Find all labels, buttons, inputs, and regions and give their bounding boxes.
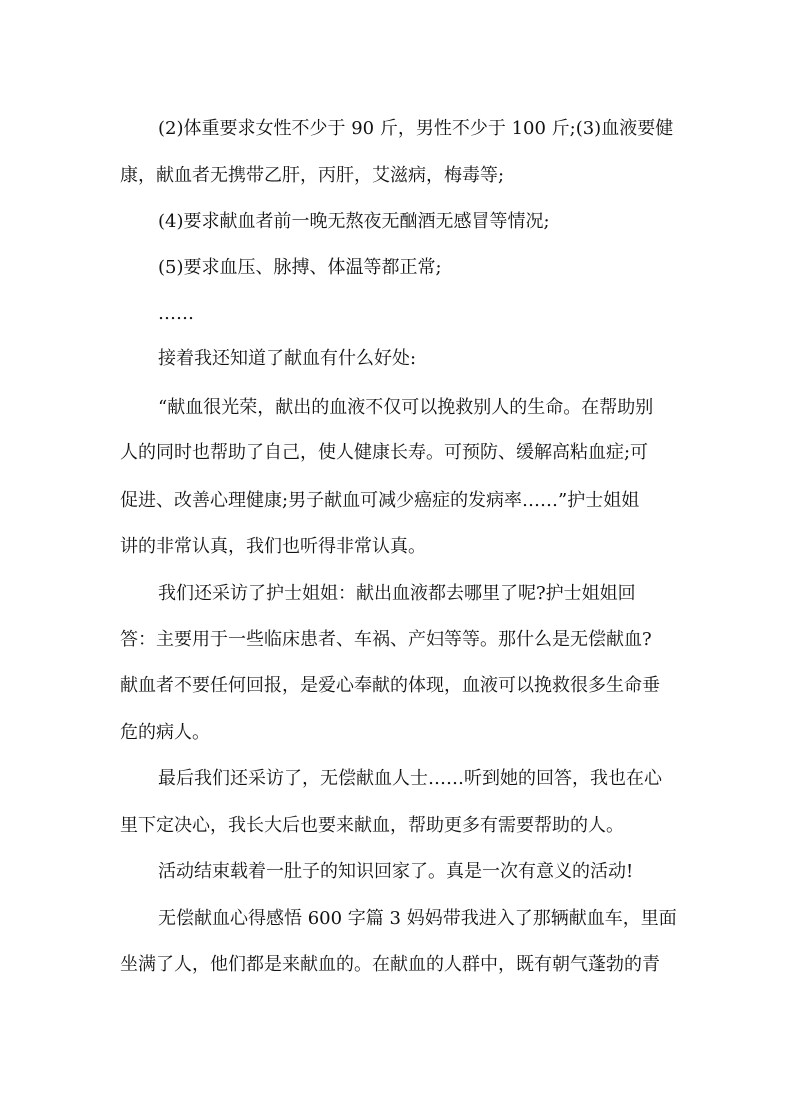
ellipsis-line: ……: [158, 303, 194, 324]
text-line: 康，献血者无携带乙肝，丙肝，艾滋病，梅毒等;: [120, 165, 505, 186]
text-line: 人的同时也帮助了自己，使人健康长寿。可预防、缓解高粘血症;可: [120, 442, 649, 463]
text-line: (5)要求血压、脉搏、体温等都正常;: [158, 257, 442, 278]
text-line: (2)体重要求女性不少于 90 斤，男性不少于 100 斤;(3)血液要健: [158, 118, 674, 139]
text-line: 危的病人。: [120, 722, 210, 743]
text-line: “献血很光荣，献出的血液不仅可以挽救别人的生命。在帮助别: [158, 397, 654, 418]
text-line: 活动结束载着一肚子的知识回家了。真是一次有意义的活动!: [158, 861, 634, 882]
text-line: 我们还采访了护士姐姐：献出血液都去哪里了呢?护士姐姐回: [158, 583, 636, 604]
text-line: 献血者不要任何回报，是爱心奉献的体现，血液可以挽救很多生命垂: [120, 675, 660, 696]
text-line: 里下定决心，我长大后也要来献血，帮助更多有需要帮助的人。: [120, 815, 624, 836]
text-line: 答：主要用于一些临床患者、车祸、产妇等等。那什么是无偿献血?: [120, 629, 652, 650]
text-line: 无偿献血心得感悟 600 字篇 3 妈妈带我进入了那辆献血车，里面: [158, 908, 677, 929]
text-line: 最后我们还采访了，无偿献血人士……听到她的回答，我也在心: [158, 768, 662, 789]
text-line: 接着我还知道了献血有什么好处:: [158, 348, 417, 369]
text-line: 坐满了人，他们都是来献血的。在献血的人群中，既有朝气蓬勃的青: [120, 954, 660, 975]
text-line: 讲的非常认真，我们也听得非常认真。: [120, 536, 426, 557]
text-line: 促进、改善心理健康;男子献血可减少癌症的发病率……”护士姐姐: [120, 490, 640, 511]
text-line: (4)要求献血者前一晚无熬夜无酗酒无感冒等情况;: [158, 211, 550, 232]
